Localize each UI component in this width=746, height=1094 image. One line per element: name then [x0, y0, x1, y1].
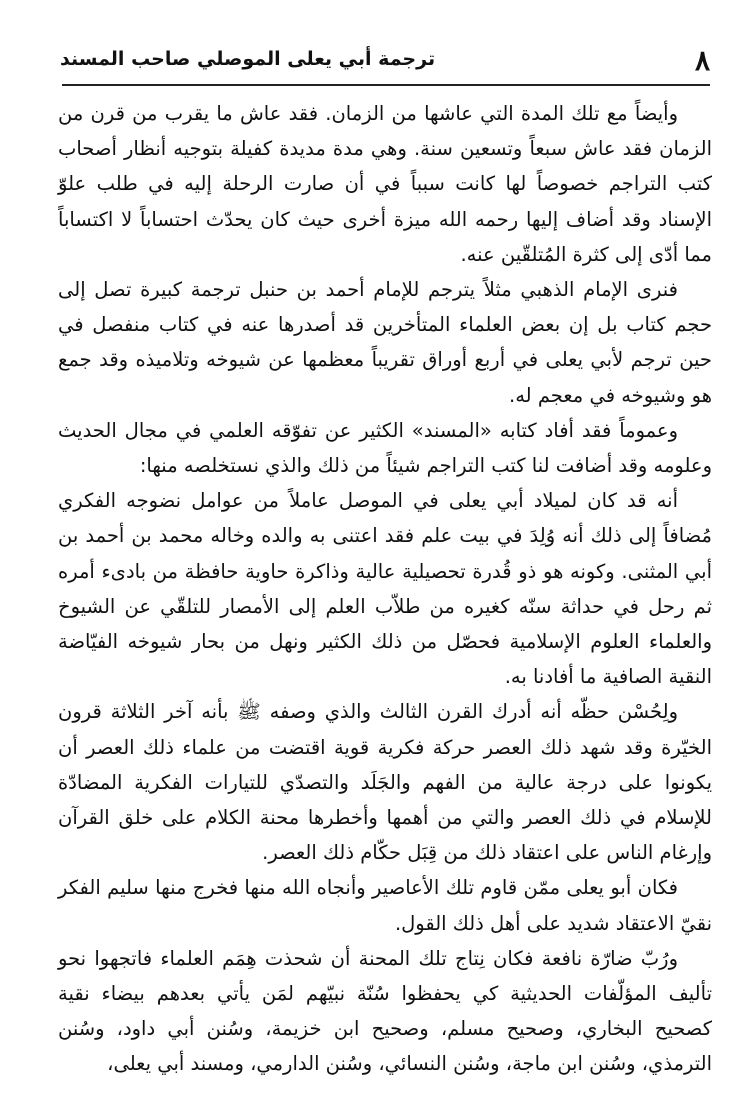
paragraph: أنه قد كان لميلاد أبي يعلى في الموصل عاملاً من عوامل نضوجه الفكري مُضافاً إلى ذلك أنه وُلِدَ في بيت علم فقد اعتنى به والده وخاله محمد بن أحمد بن أبي المثنى. وكونه هو ذو قُدرة تحصيلية عالية وذاكرة حاوية حافظة من بادىء أمره ثم رحل في حداثة سنّه كغيره من طلاّب العلم إلى الأمصار للتلقّي عن الشيوخ والعلماء العلوم الإسلامية فحصّل من ذلك الكثير ونهل من بحار شيوخه الفيّاضة النقية الصافية ما أفادنا به.: [58, 489, 712, 689]
page-number: ٨: [694, 44, 710, 77]
paragraph: فكان أبو يعلى ممّن قاوم تلك الأعاصير وأنجاه الله منها فخرج منها سليم الفكر نقيّ الاعتقاد شديد على أهل ذلك القول.: [58, 876, 712, 935]
header-rule: [62, 84, 710, 86]
page-header: [60, 40, 710, 84]
paragraph: ورُبّ ضارّة نافعة فكان نِتاج تلك المحنة أن شحذت هِمَم العلماء فاتجهوا نحو تأليف المؤلّفات الحديثية كي يحفظوا سُنّة نبيّهم لمَن يأتي بعدهم بيضاء نقية كصحيح البخاري، وصحيح مسلم، وصحيح ابن خزيمة، وسُنن أبي داود، وسُنن الترمذي، وسُنن ابن ماجة، وسُنن النسائي، وسُنن الدارمي، ومسند أبي يعلى،: [58, 946, 712, 1076]
paragraph: فنرى الإمام الذهبي مثلاً يترجم للإمام أحمد بن حنبل ترجمة كبيرة تصل إلى حجم كتاب بل إن بعض العلماء المتأخرين قد أصدرها عنه في كتاب منفصل في حين ترجم لأبي يعلى في أربع أوراق تقريباً معظمها عن شيوخه وتلاميذه وقد جمع هو وشيوخه في معجم له.: [58, 278, 712, 407]
running-title: ترجمة أبي يعلى الموصلي صاحب المسند: [60, 48, 436, 70]
paragraph: وأيضاً مع تلك المدة التي عاشها من الزمان. فقد عاش ما يقرب من قرن من الزمان فقد عاش سبعاً وتسعين سنة. وهي مدة مديدة كفيلة بتوجيه أنظار أصحاب كتب التراجم خصوصاً لها كانت سبباً في أن صارت الرحلة إليه في طلب علوّ الإسناد وقد أضاف إليها رحمه الله ميزة أخرى حيث كان يحدّث احتساباً لا اكتساباً مما أدّى إلى كثرة المُتلقّين عنه.: [58, 102, 712, 266]
body-text: [58, 96, 712, 1082]
paragraph: وعموماً فقد أفاد كتابه «المسند» الكثير عن تفوّقه العلمي في مجال الحديث وعلومه وقد أضافت لنا كتب التراجم شيئاً من ذلك والذي نستخلصه منها:: [58, 418, 712, 478]
paragraph: ولِحُسْن حظّه أنه أدرك القرن الثالث والذي وصفه ﷺ بأنه آخر الثلاثة قرون الخيّرة وقد شهد ذلك العصر حركة فكرية قوية اقتضت من علماء ذلك العصر أن يكونوا على درجة عالية من الفهم والجَلَد والتصدّي للتيارات الفكرية المضادّة للإسلام في ذلك العصر والتي من أهمها وأخطرها محنة الكلام على خلق القرآن وإرغام الناس على اعتقاد ذلك من قِبَل حكّام ذلك العصر.: [58, 700, 712, 865]
